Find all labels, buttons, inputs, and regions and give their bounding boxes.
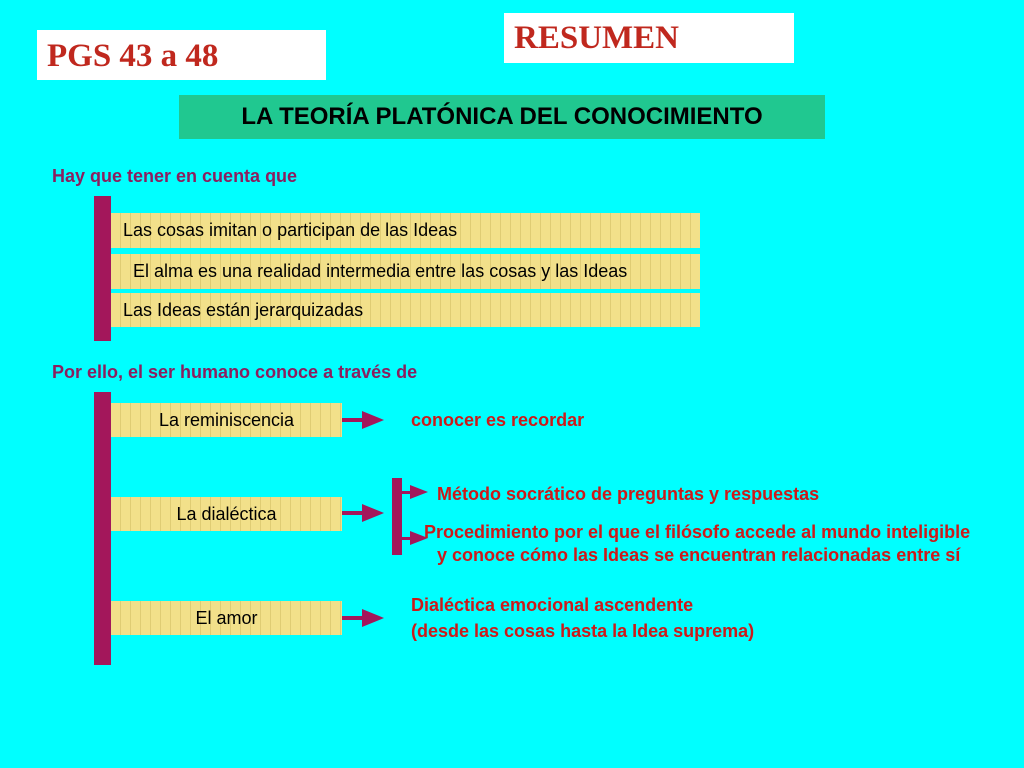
method-strip-dialectica [111,497,342,531]
method-strip-reminiscencia [111,403,342,437]
result-amor-line1: Dialéctica emocional ascendente [411,595,694,615]
dialectica-bracket-bar [392,478,402,555]
result-reminiscencia: conocer es recordar [411,410,585,430]
method-label-dialectica: La dialéctica [176,503,277,524]
premise-text-3: Las Ideas están jerarquizadas [123,299,364,320]
arrow-dialectica-icon [362,504,384,522]
arrow-reminiscencia-icon [362,411,384,429]
section1-intro: Hay que tener en cuenta que [52,166,298,186]
premise-strip-1 [111,213,700,248]
arrow-amor-icon [362,609,384,627]
section1-bracket-bar [94,196,111,341]
method-label-amor: El amor [195,607,258,628]
resumen-title-text: RESUMEN [514,20,680,56]
topic-heading-text: LA TEORÍA PLATÓNICA DEL CONOCIMIENTO [241,103,763,130]
premise-text-1: Las cosas imitan o participan de las Ideas [123,220,458,240]
pages-title [37,30,326,80]
result-procedimiento-line1: Procedimiento por el que el filósofo accede al mundo inteligible [424,522,971,542]
result-socratic-method: Método socrático de preguntas y respuestas [437,484,820,504]
premise-strip-2 [111,254,700,289]
resumen-title [504,13,794,63]
pages-title-text: PGS 43 a 48 [47,38,219,74]
topic-heading [179,95,825,139]
method-strip-amor [111,601,342,635]
result-procedimiento-line2: y conoce cómo las Ideas se encuentran relacionadas entre sí [437,545,961,565]
premise-text-2: El alma es una realidad intermedia entre las cosas y las Ideas [133,261,628,281]
section2-bracket-bar [94,392,111,665]
method-label-reminiscencia: La reminiscencia [158,409,295,430]
arrow-socratic-icon [410,485,428,499]
premise-strip-3 [111,293,700,327]
section2-intro: Por ello, el ser humano conoce a través de [52,362,418,382]
result-amor-line2: (desde las cosas hasta la Idea suprema) [411,621,755,641]
